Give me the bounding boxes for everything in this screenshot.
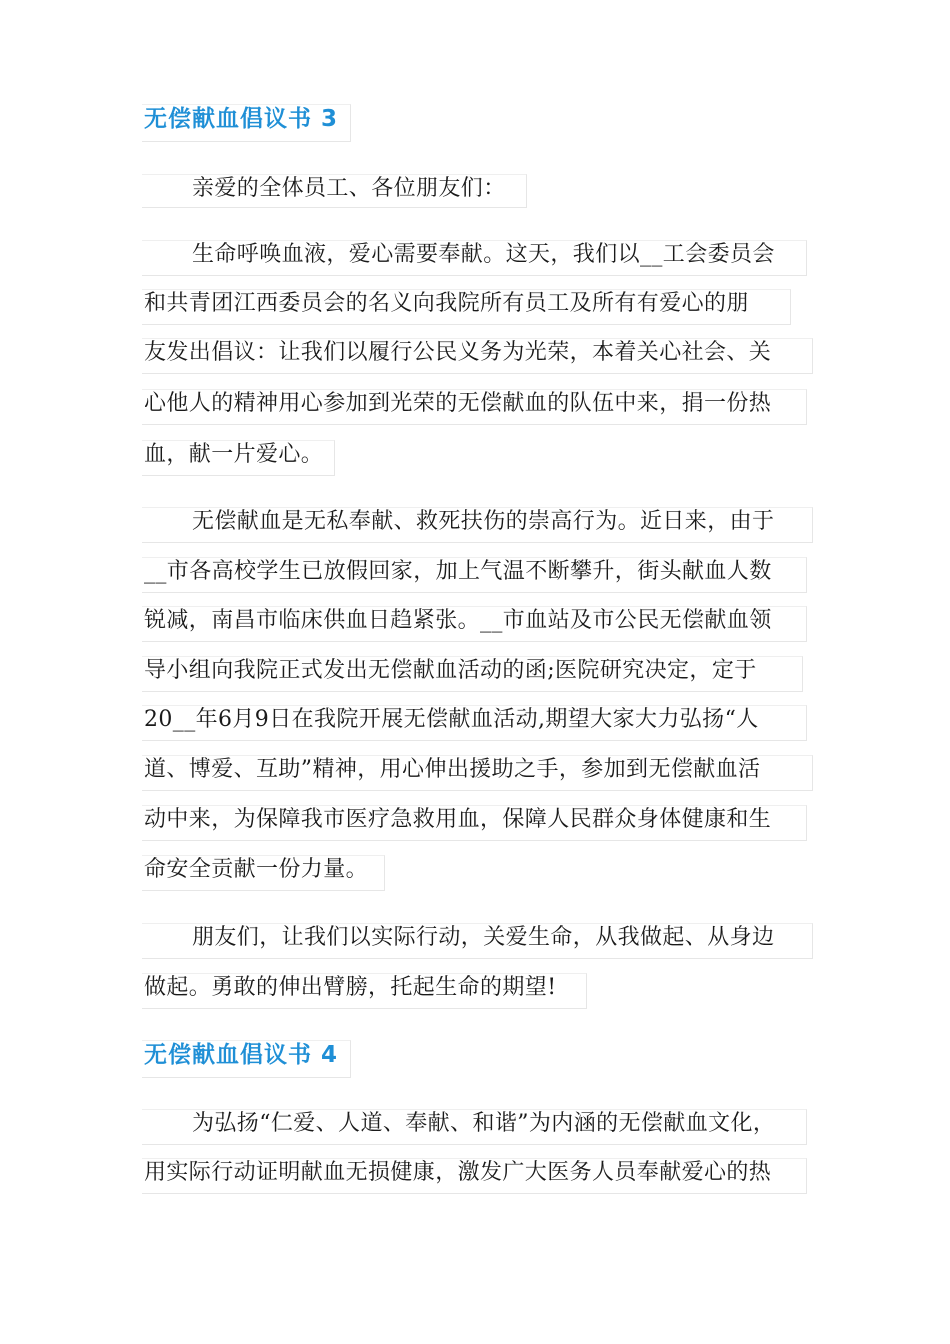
paragraph-line: __市各高校学生已放假回家，加上气温不断攀升，街头献血人数 xyxy=(144,559,772,584)
text-frame xyxy=(142,289,791,325)
paragraph-line: 20__年6月9日在我院开展无偿献血活动,期望大家大力弘扬“人 xyxy=(144,707,759,732)
text-frame xyxy=(142,923,813,959)
paragraph-line: 无偿献血是无私奉献、救死扶伤的崇高行为。近日来，由于 xyxy=(192,509,775,534)
paragraph-line: 为弘扬“仁爱、人道、奉献、和谐”为内涵的无偿献血文化， xyxy=(192,1111,776,1136)
text-frame xyxy=(142,705,807,741)
section-heading-4: 无偿献血倡议书 4 xyxy=(144,1042,339,1068)
text-frame xyxy=(142,973,587,1009)
text-frame xyxy=(142,389,807,425)
text-frame xyxy=(142,174,527,208)
paragraph-line: 锐减，南昌市临床供血日趋紧张。__市血站及市公民无偿献血领 xyxy=(144,608,772,633)
paragraph-line: 做起。勇敢的伸出臂膀，托起生命的期望! xyxy=(144,975,557,1000)
text-frame xyxy=(142,338,813,374)
paragraph-line: 导小组向我院正式发出无偿献血活动的函;医院研究决定，定于 xyxy=(144,658,757,683)
paragraph-line: 友发出倡议：让我们以履行公民义务为光荣，本着关心社会、关 xyxy=(144,340,772,365)
paragraph-line: 道、博爱、互助”精神，用心伸出援助之手，参加到无偿献血活 xyxy=(144,757,761,782)
paragraph-line: 心他人的精神用心参加到光荣的无偿献血的队伍中来，捐一份热 xyxy=(144,391,772,416)
salutation: 亲爱的全体员工、各位朋友们： xyxy=(192,176,506,201)
paragraph-line: 动中来，为保障我市医疗急救用血，保障人民群众身体健康和生 xyxy=(144,807,772,832)
paragraph-line: 和共青团江西委员会的名义向我院所有员工及所有有爱心的朋 xyxy=(144,291,749,316)
text-frame xyxy=(142,1040,351,1078)
text-frame xyxy=(142,557,807,593)
text-frame xyxy=(142,755,813,791)
paragraph-line: 血，献一片爱心。 xyxy=(144,442,324,467)
text-frame xyxy=(142,606,807,642)
text-frame xyxy=(142,805,807,841)
paragraph-line: 命安全贡献一份力量。 xyxy=(144,857,369,882)
paragraph-line: 朋友们，让我们以实际行动，关爱生命，从我做起、从身边 xyxy=(192,925,775,950)
text-frame xyxy=(142,1158,807,1194)
text-frame xyxy=(142,1109,807,1145)
text-frame xyxy=(142,507,813,543)
text-frame xyxy=(142,855,385,891)
section-heading-3: 无偿献血倡议书 3 xyxy=(144,106,339,132)
paragraph-line: 生命呼唤血液，爱心需要奉献。这天，我们以__工会委员会 xyxy=(192,242,775,267)
text-frame xyxy=(142,104,351,142)
text-frame xyxy=(142,440,335,476)
text-frame xyxy=(142,240,807,276)
paragraph-line: 用实际行动证明献血无损健康，激发广大医务人员奉献爱心的热 xyxy=(144,1160,772,1185)
text-frame xyxy=(142,656,803,692)
